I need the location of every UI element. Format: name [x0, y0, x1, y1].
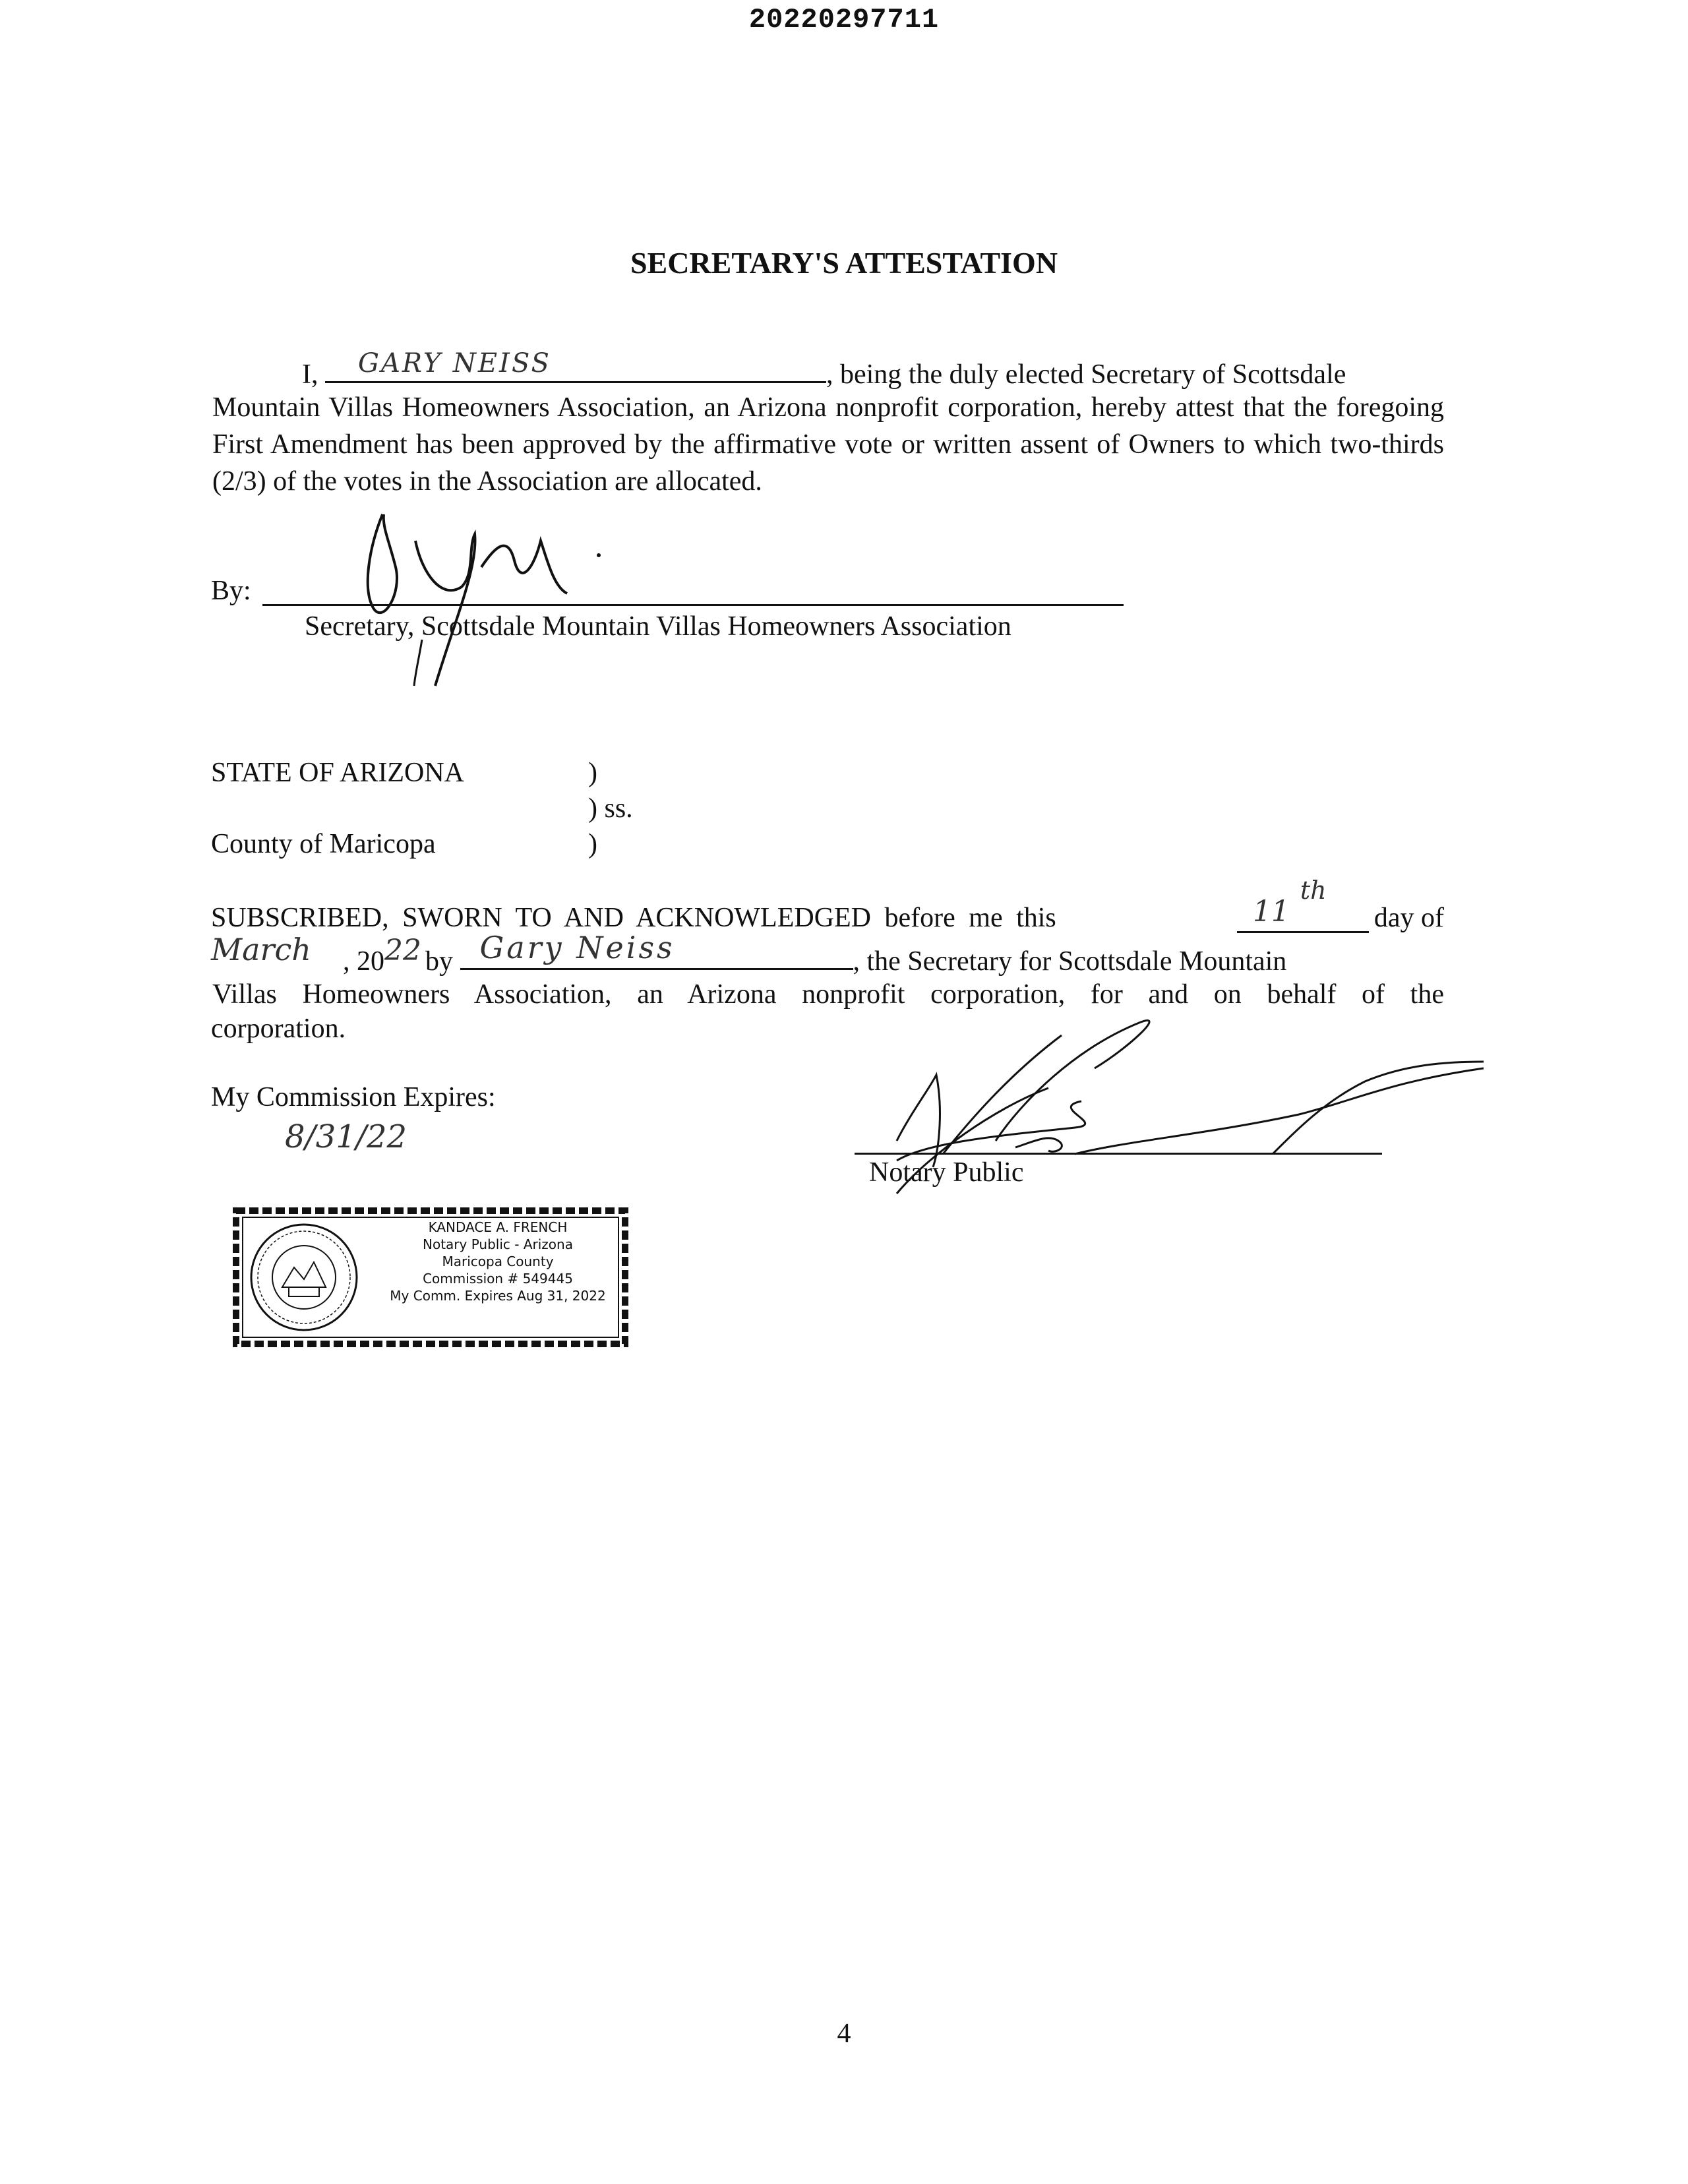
stamp-text: [369, 1219, 626, 1304]
notary-stamp: [231, 1205, 630, 1349]
month-blank: [211, 932, 343, 970]
page-number: 4: [837, 2018, 851, 2049]
county-label: County of Maricopa: [211, 829, 436, 859]
secretary-signature: [343, 488, 620, 699]
document-title: SECRETARY'S ATTESTATION: [630, 246, 1058, 280]
by-label: By:: [211, 576, 251, 606]
acknowledgment-line4: corporation.: [211, 1014, 346, 1044]
state-seal-icon: [248, 1221, 360, 1333]
venue-paren-top: ): [588, 758, 597, 788]
attestation-body: Mountain Villas Homeowners Association, an Arizona nonprofit corporation, hereby attest that the foregoing First Amendment has been approved by the affirmative vote or written assent of Owners to which two-thirds (2/3) of the votes in the Association are allocated.: [212, 392, 1444, 497]
day-of-label: day of: [1373, 903, 1444, 933]
recording-number: 20220297711: [748, 4, 940, 36]
ack-line1-text: SUBSCRIBED, SWORN TO AND ACKNOWLEDGED before me this: [211, 903, 1056, 933]
attestation-line1-rest: , being the duly elected Secretary of Scottsdale: [826, 359, 1346, 390]
month-handwritten: March: [211, 932, 311, 967]
ack-line2-rest: , the Secretary for Scottsdale Mountain: [853, 946, 1287, 977]
year-blank: [384, 934, 425, 970]
secretary-name-handwritten: GARY NEISS: [358, 348, 551, 379]
stamp-title: Notary Public - Arizona: [423, 1236, 573, 1252]
i-prefix: I,: [302, 359, 318, 390]
notary-signature: [798, 1009, 1497, 1207]
notary-public-label: Notary Public: [869, 1157, 1024, 1188]
venue-paren-bottom: ): [588, 829, 597, 859]
commission-date-handwritten: 8/31/22: [285, 1118, 407, 1155]
stamp-name: KANDACE A. FRENCH: [428, 1219, 568, 1235]
by-text: by: [425, 946, 453, 977]
signature-caption: Secretary, Scottsdale Mountain Villas Homeowners Association: [305, 611, 1011, 642]
stamp-county: Maricopa County: [442, 1254, 554, 1269]
day-handwritten: 11: [1252, 895, 1290, 928]
state-label: STATE OF ARIZONA: [211, 758, 464, 788]
name-blank: [460, 930, 853, 970]
day-blank: [1237, 876, 1369, 933]
acknowledgment-line2: [211, 930, 1287, 977]
stamp-expires: My Comm. Expires Aug 31, 2022: [390, 1288, 606, 1304]
commission-label: My Commission Expires:: [211, 1082, 496, 1112]
secretary-name-blank: [325, 348, 826, 383]
name-handwritten: Gary Neiss: [479, 930, 675, 965]
venue-ss: ) ss.: [588, 793, 633, 824]
stamp-commission: Commission # 549445: [423, 1271, 573, 1287]
year-prefix: , 20: [343, 946, 384, 977]
attestation-first-line: [302, 348, 1346, 390]
acknowledgment-line3: Villas Homeowners Association, an Arizona nonprofit corporation, for and on behalf of the: [212, 979, 1444, 1010]
acknowledgment-line1: [211, 876, 1444, 934]
year-handwritten: 22: [384, 934, 421, 967]
day-superscript: th: [1300, 876, 1327, 905]
